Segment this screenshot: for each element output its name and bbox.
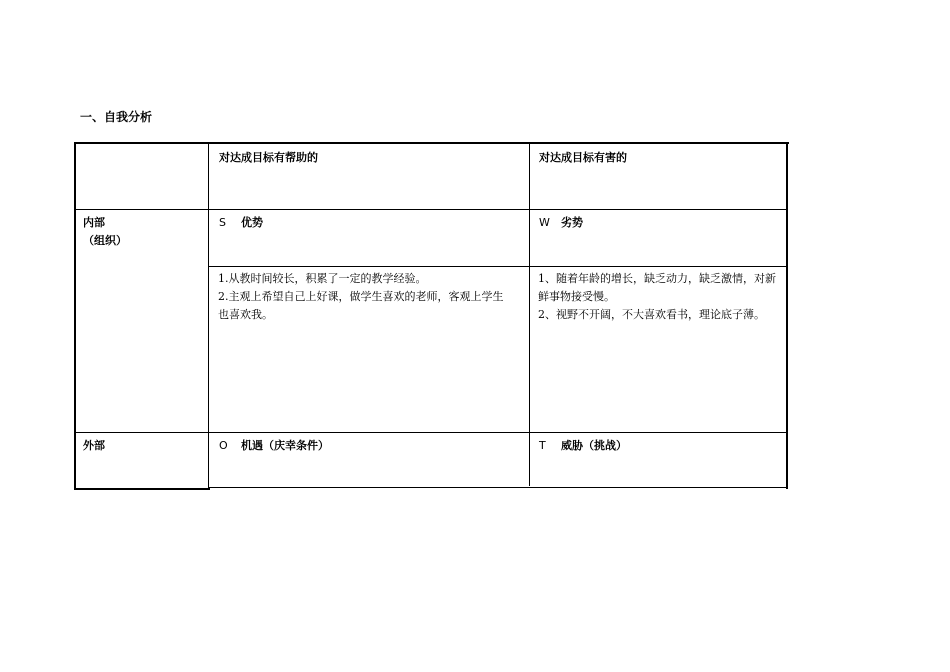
table-border-top bbox=[74, 142, 789, 144]
swot-table bbox=[74, 142, 789, 490]
list-item: 鲜事物接受慢。 bbox=[538, 290, 615, 303]
header-harmful: 对达成目标有害的 bbox=[539, 151, 627, 164]
opportunities-label: 机遇（庆幸条件） bbox=[241, 439, 329, 452]
threats-letter: T bbox=[539, 439, 546, 452]
weaknesses-letter: W bbox=[539, 216, 550, 229]
row-label-internal-line-2: （组织） bbox=[83, 234, 127, 247]
row-label-internal bbox=[83, 214, 127, 250]
opportunities-title bbox=[219, 437, 329, 455]
opportunities-letter: O bbox=[219, 439, 228, 452]
table-border-left bbox=[74, 142, 76, 490]
strengths-content bbox=[218, 270, 528, 324]
strengths-label: 优势 bbox=[241, 216, 263, 229]
weaknesses-content bbox=[538, 270, 786, 324]
divider-row-2 bbox=[208, 266, 788, 267]
table-border-bottom-left bbox=[74, 488, 210, 490]
header-helpful: 对达成目标有帮助的 bbox=[219, 151, 318, 164]
threats-label: 威胁（挑战） bbox=[561, 439, 627, 452]
list-item: 1.从教时间较长，积累了一定的教学经验。 bbox=[218, 272, 427, 285]
list-item: 也喜欢我。 bbox=[218, 308, 273, 321]
row-label-external: 外部 bbox=[83, 439, 105, 452]
divider-row-1 bbox=[74, 209, 788, 210]
divider-row-3 bbox=[74, 432, 788, 433]
divider-col-2 bbox=[529, 142, 530, 486]
strengths-title bbox=[219, 214, 263, 232]
list-item: 2、视野不开阔，不大喜欢看书，理论底子薄。 bbox=[538, 308, 765, 321]
list-item: 2.主观上希望自己上好课，做学生喜欢的老师，客观上学生 bbox=[218, 290, 504, 303]
strengths-letter: S bbox=[219, 216, 226, 229]
threats-title bbox=[539, 437, 627, 455]
row-label-internal-line-1: 内部 bbox=[83, 216, 105, 229]
table-border-right bbox=[786, 142, 788, 489]
list-item: 1、随着年龄的增长，缺乏动力，缺乏激情，对新 bbox=[538, 272, 776, 285]
weaknesses-label: 劣势 bbox=[561, 216, 583, 229]
section-title: 一、自我分析 bbox=[80, 110, 153, 124]
weaknesses-title bbox=[539, 214, 583, 232]
table-border-bottom-right bbox=[208, 487, 788, 488]
divider-col-1 bbox=[208, 142, 209, 490]
